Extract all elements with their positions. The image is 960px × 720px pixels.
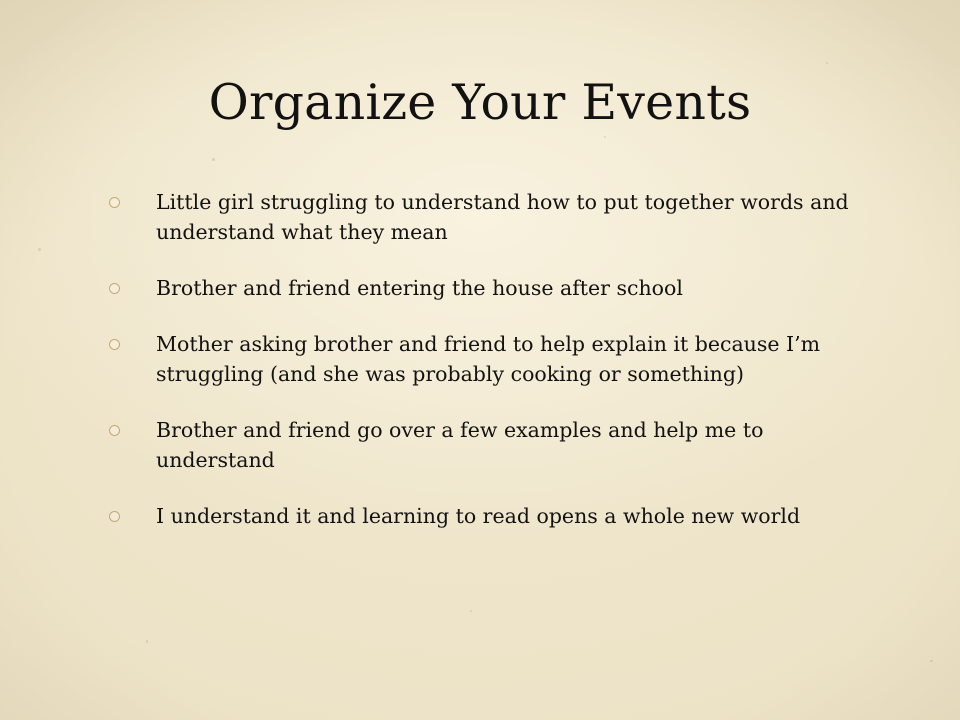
- bullet-item: [104, 501, 864, 531]
- texture-speck: [930, 660, 933, 662]
- texture-speck: [38, 248, 41, 251]
- hollow-circle-bullet-icon: [109, 425, 120, 436]
- bullet-text: Brother and friend entering the house after school: [156, 276, 683, 300]
- hollow-circle-bullet-icon: [109, 339, 120, 350]
- bullet-text: I understand it and learning to read opens a whole new world: [156, 504, 801, 528]
- hollow-circle-bullet-icon: [109, 283, 120, 294]
- texture-speck: [146, 640, 148, 643]
- bullet-item: [104, 187, 864, 247]
- bullet-text: Little girl struggling to understand how to put together words and understand what they mean: [156, 190, 849, 244]
- bullet-text: Brother and friend go over a few examples and help me to understand: [156, 418, 764, 472]
- bullet-text: Mother asking brother and friend to help explain it because I’m struggling (and she was probably cooking or something): [156, 332, 821, 386]
- bullet-item: [104, 273, 864, 303]
- hollow-circle-bullet-icon: [109, 197, 120, 208]
- slide-title: Organize Your Events: [208, 74, 752, 131]
- bullet-item: [104, 329, 864, 389]
- bullet-item: [104, 415, 864, 475]
- bullet-list: [104, 187, 864, 557]
- texture-speck: [470, 610, 472, 612]
- hollow-circle-bullet-icon: [109, 511, 120, 522]
- texture-speck: [212, 158, 215, 161]
- texture-speck: [826, 62, 828, 64]
